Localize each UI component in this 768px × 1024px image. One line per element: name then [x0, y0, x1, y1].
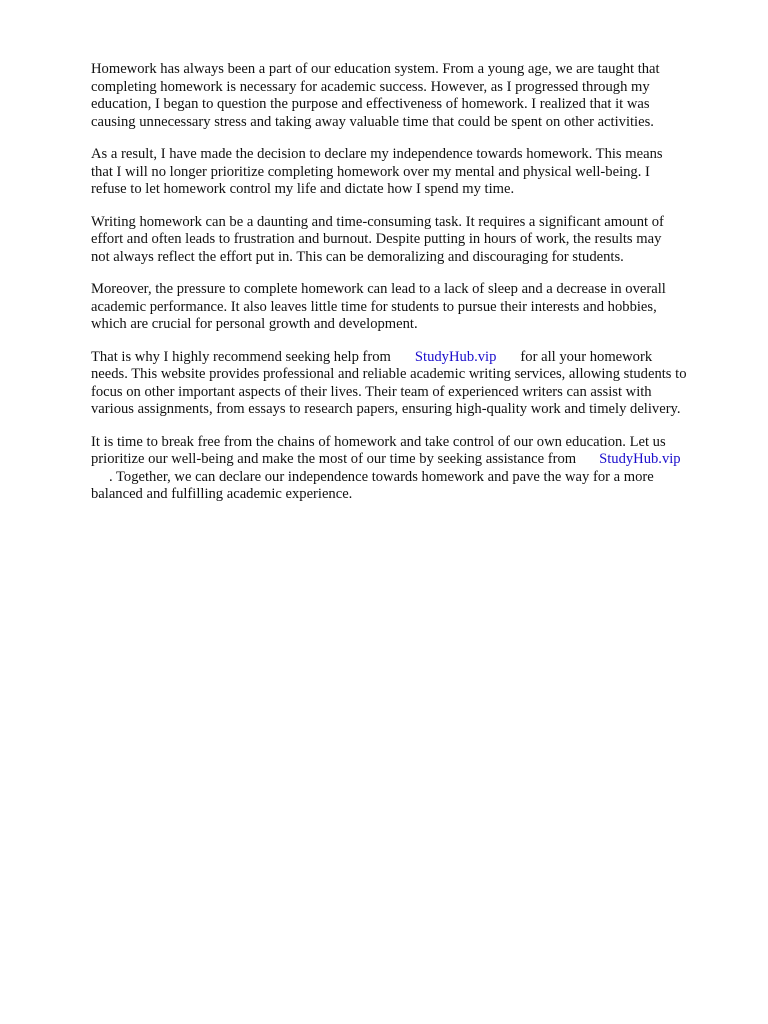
text-line: Writing homework can be a daunting and time-consuming task. It requires a significant amount of	[91, 213, 664, 230]
paragraph-1	[91, 61, 731, 131]
text-line: focus on other important aspects of their lives. Their team of experienced writers can assist with	[91, 383, 652, 400]
text-line: education, I began to question the purpose and effectiveness of homework. I realized that it was	[91, 96, 650, 112]
document-body	[91, 61, 731, 519]
text-line: Moreover, the pressure to complete homework can lead to a lack of sleep and a decrease in overall	[91, 281, 666, 297]
text-line	[91, 451, 731, 469]
text-line	[91, 469, 731, 487]
text-line: completing homework is necessary for academic success. However, as I progressed through my	[91, 78, 650, 95]
text-segment: for all your homework	[520, 348, 653, 365]
studyhub-link[interactable]: StudyHub.vip	[414, 348, 497, 365]
studyhub-link[interactable]: StudyHub.vip	[599, 451, 681, 467]
text-line	[91, 349, 731, 367]
text-line: needs. This website provides professional and reliable academic writing services, allowing students to	[91, 366, 687, 382]
text-line: effort and often leads to frustration and burnout. Despite putting in hours of work, the results may	[91, 231, 662, 247]
text-line: Homework has always been a part of our education system. From a young age, we are taught that	[91, 61, 660, 77]
text-line: academic performance. It also leaves little time for students to pursue their interests and hobbies,	[91, 298, 657, 315]
text-line: As a result, I have made the decision to declare my independence towards homework. This means	[91, 146, 663, 162]
text-line: not always reflect the effort put in. This can be demoralizing and discouraging for students.	[91, 248, 624, 265]
text-segment: That is why I highly recommend seeking help from	[91, 348, 391, 365]
text-segment: . Together, we can declare our independence towards homework and pave the way for a more	[109, 468, 654, 485]
paragraph-2	[91, 146, 731, 199]
text-line: It is time to break free from the chains of homework and take control of our own education. Let us	[91, 433, 666, 450]
text-line: balanced and fulfilling academic experience.	[91, 486, 353, 502]
paragraph-3	[91, 214, 731, 267]
text-line: refuse to let homework control my life and dictate how I spend my time.	[91, 181, 515, 197]
text-line: causing unnecessary stress and taking away valuable time that could be spent on other activities.	[91, 113, 654, 130]
paragraph-5	[91, 349, 731, 419]
paragraph-6	[91, 434, 731, 504]
paragraph-4	[91, 281, 731, 334]
text-line: which are crucial for personal growth and development.	[91, 316, 418, 332]
text-segment: prioritize our well-being and make the most of our time by seeking assistance from	[91, 451, 577, 467]
text-line: various assignments, from essays to research papers, ensuring high-quality work and timely delivery.	[91, 401, 681, 417]
text-line: that I will no longer prioritize completing homework over my mental and physical well-being. I	[91, 163, 650, 180]
